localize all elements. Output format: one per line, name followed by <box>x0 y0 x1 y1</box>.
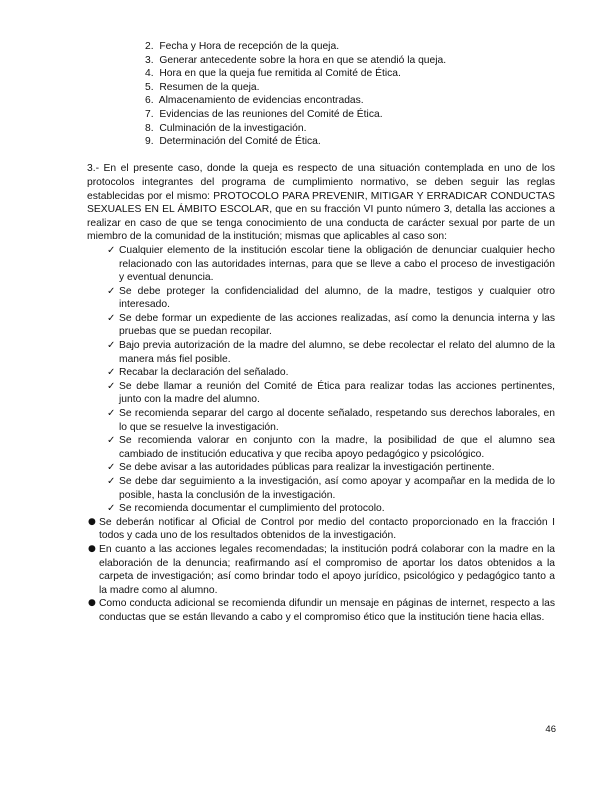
page-number: 46 <box>545 724 556 735</box>
list-item: 8. Culminación de la investigación. <box>145 122 307 134</box>
list-item: ✓ Se debe avisar a las autoridades públicas para realizar la investigación pertinente. <box>107 462 495 474</box>
checkmark-icon: ✓ <box>107 408 116 420</box>
list-item: 4. Hora en que la queja fue remitida al Comité de Ética. <box>145 68 401 80</box>
list-item: 6. Almacenamiento de evidencias encontradas. <box>145 95 364 107</box>
checkmark-icon: ✓ <box>107 340 116 352</box>
page-body <box>87 40 555 625</box>
checkmark-icon: ✓ <box>107 503 116 515</box>
list-item: ✓ Bajo previa autorización de la madre del alumno, se debe recolectar el relato del alumno de la manera más fiel posible. <box>107 340 555 365</box>
list-item: ✓ Recabar la declaración del señalado. <box>107 367 289 379</box>
bullet-icon: ● <box>88 516 96 527</box>
list-item: ✓ Se debe dar seguimiento a la investigación, así como apoyar y acompañar en la medida de lo posible, hasta la conclusión de la investigación. <box>107 476 555 501</box>
list-item: 7. Evidencias de las reuniones del Comité de Ética. <box>145 108 383 120</box>
checkmark-icon: ✓ <box>107 476 116 487</box>
checkmark-icon: ✓ <box>107 244 116 256</box>
list-item: ● Como conducta adicional se recomienda difundir un mensaje en páginas de internet, respecto a las conductas que se están llevando a cabo y el compromiso ético que la institución tiene hacia ellas. <box>88 598 555 623</box>
intro-paragraph: 3.- En el presente caso, donde la queja es respecto de una situación contemplada en uno de los protocolos integrantes del programa de cumplimiento normativo, se deben seguir las reglas establecidas por el mismo: PROTOCOLO PARA PREVENIR, MITIGAR Y ERRADICAR CONDUCTAS SEXUALES EN EL ÁMBITO ESCOLAR, que en su fracción VI punto número 3, detalla las acciones a realizar en caso de que se tenga conocimiento de una conducta de carácter sexual por parte de un miembro de la comunidad de la institución; mismas que aplicables al caso son: <box>87 163 555 243</box>
list-item: 5. Resumen de la queja. <box>145 81 260 93</box>
list-item: ✓ Se recomienda separar del cargo al docente señalado, respetando sus derechos laborales, en lo que se resuelve la investigación. <box>107 408 555 433</box>
checkmark-icon: ✓ <box>107 435 116 447</box>
list-item: 3. Generar antecedente sobre la hora en que se atendió la queja. <box>145 54 447 66</box>
list-item: ✓ Se debe llamar a reunión del Comité de Ética para realizar todas las acciones pertinentes, junto con la madre del alumno. <box>107 380 555 406</box>
bullet-icon: ● <box>88 543 96 554</box>
checkmark-icon: ✓ <box>107 285 116 297</box>
list-item: ● Se deberán notificar al Oficial de Control por medio del contacto proporcionado en la fracción I todos y cada uno de los resultados obtenidos de la investigación. <box>88 516 555 542</box>
list-item: ● En cuanto a las acciones legales recomendadas; la institución podrá colaborar con la madre en la elaboración de la denuncia; reafirmando así el compromiso de aportar los datos obtenidos a la carpeta de investigación; así como brindar todo el apoyo jurídico, psicológico y pedagógico tanto a la madre como al alumno. <box>88 543 555 596</box>
checkmark-icon: ✓ <box>107 367 116 379</box>
list-item: 2. Fecha y Hora de recepción de la queja. <box>145 41 340 52</box>
additional-actions-list <box>87 516 555 625</box>
checkmark-icon: ✓ <box>107 312 116 324</box>
bullet-icon: ● <box>88 598 96 609</box>
list-item: ✓ Se debe proteger la confidencialidad del alumno, de la madre, testigos y cualquier otro interesado. <box>107 285 555 311</box>
list-item: ✓ Se recomienda documentar el cumplimiento del protocolo. <box>107 503 385 515</box>
list-item: 9. Determinación del Comité de Ética. <box>145 136 321 148</box>
complaint-steps-list <box>87 40 555 149</box>
checkmark-icon: ✓ <box>107 462 116 474</box>
protocol-actions-checklist <box>87 244 555 516</box>
checkmark-icon: ✓ <box>107 380 116 392</box>
list-item: ✓ Se recomienda valorar en conjunto con la madre, la posibilidad de que el alumno sea cambiado de institución educativa y que reciba apoyo pedagógico y psicológico. <box>107 435 555 460</box>
list-item: ✓ Se debe formar un expediente de las acciones realizadas, así como la denuncia interna y las pruebas que se puedan recopilar. <box>107 312 555 338</box>
list-item: ✓ Cualquier elemento de la institución escolar tiene la obligación de denunciar cualquier hecho relacionado con las autoridades internas, para que se lleve a cabo el proceso de investigación y eventual denuncia. <box>107 244 555 284</box>
